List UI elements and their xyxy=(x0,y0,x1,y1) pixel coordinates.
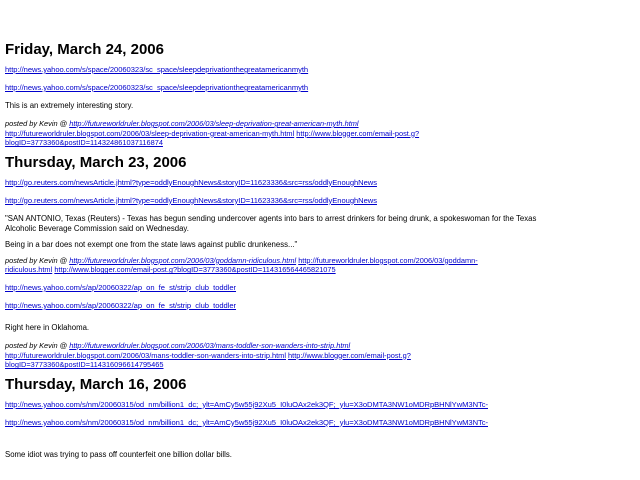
article-link[interactable]: http://go.reuters.com/newsArticle.jhtml?type=oddlyEnoughNews&storyID=11623336&src=rss/oddlyEnoughNews xyxy=(5,177,377,187)
permalink-plain[interactable]: http://futureworldruler.blogspot.com/2006/03/mans-toddler-son-wanders-into-strip.html xyxy=(5,350,286,360)
email-post-link[interactable]: http://www.blogger.com/email-post.g? blogID=3773360&postID=114316096614795465 xyxy=(5,350,411,370)
post-footer xyxy=(5,256,635,275)
permalink[interactable]: http://futureworldruler.blogspot.com/2006/03/mans-toddler-son-wanders-into-strip.html xyxy=(69,340,351,350)
date-heading: Thursday, March 23, 2006 xyxy=(5,153,187,171)
article-link[interactable]: http://news.yahoo.com/s/nm/20060315/od_nm/billion1_dc;_ylt=AmCy5w55j92Xu5_I0luOAx2ek3QF;_ylu=X3oDMTA3NW1oMDRpBHNlYwM3NTc- xyxy=(5,399,488,409)
date-heading: Friday, March 24, 2006 xyxy=(5,41,164,58)
post-text: This is an extremely interesting story. xyxy=(5,101,134,110)
article-link[interactable]: http://news.yahoo.com/s/space/20060323/sc_space/sleepdeprivationthegreatamericanmyth xyxy=(5,65,309,74)
article-link[interactable]: http://go.reuters.com/newsArticle.jhtml?type=oddlyEnoughNews&storyID=11623336&src=rss/oddlyEnoughNews xyxy=(5,195,377,205)
email-post-link[interactable]: http://www.blogger.com/email-post.g? blogID=3773360&postID=114324861037116874 xyxy=(5,128,420,148)
posted-by-label: posted by Kevin @ xyxy=(5,119,68,128)
email-post-link[interactable]: http://www.blogger.com/email-post.g?blogID=3773360&postID=114316564465821075 xyxy=(54,265,336,275)
posted-by-label: posted by Kevin @ xyxy=(5,255,68,265)
post-text: Being in a bar does not exempt one from the state laws against public drunkeness..." xyxy=(5,239,298,249)
blog-day-section xyxy=(5,41,635,148)
permalink[interactable]: http://futureworldruler.blogspot.com/2006/03/goddamn-ridiculous.html xyxy=(69,255,297,265)
article-link[interactable]: http://news.yahoo.com/s/nm/20060315/od_nm/billion1_dc;_ylt=AmCy5w55j92Xu5_I0luOAx2ek3QF;_ylu=X3oDMTA3NW1oMDRpBHNlYwM3NTc- xyxy=(5,417,488,427)
post-text: Some idiot was trying to pass off counterfeit one billion dollar bills. xyxy=(5,449,232,459)
date-heading: Thursday, March 16, 2006 xyxy=(5,375,187,393)
blog-page xyxy=(5,41,635,460)
permalink[interactable]: http://futureworldruler.blogspot.com/2006/03/sleep-deprivation-great-american-myth.html xyxy=(69,119,359,128)
article-link[interactable]: http://news.yahoo.com/s/ap/20060322/ap_on_fe_st/strip_club_toddler xyxy=(5,282,237,292)
post-footer xyxy=(5,119,635,148)
post-text: Alcoholic Beverage Commission said on Wednesday. xyxy=(5,223,189,233)
post-footer xyxy=(5,341,635,370)
article-link[interactable]: http://news.yahoo.com/s/space/20060323/sc_space/sleepdeprivationthegreatamericanmyth xyxy=(5,83,309,92)
post-text: "SAN ANTONIO, Texas (Reuters) - Texas has begun sending undercover agents into bars to arrest drinkers for being drunk, a spokeswoman for the Texas xyxy=(5,213,537,223)
permalink-plain[interactable]: http://futureworldruler.blogspot.com/2006/03/sleep-deprivation-great-american-myth.html xyxy=(5,128,295,138)
post-text: Right here in Oklahoma. xyxy=(5,322,90,332)
blog-day-section xyxy=(5,154,635,370)
article-link[interactable]: http://news.yahoo.com/s/ap/20060322/ap_on_fe_st/strip_club_toddler xyxy=(5,300,237,310)
permalink-plain[interactable]: http://futureworldruler.blogspot.com/2006/03/goddamn- ridiculous.html xyxy=(5,255,478,275)
blog-day-section xyxy=(5,376,635,460)
posted-by-label: posted by Kevin @ xyxy=(5,340,68,350)
